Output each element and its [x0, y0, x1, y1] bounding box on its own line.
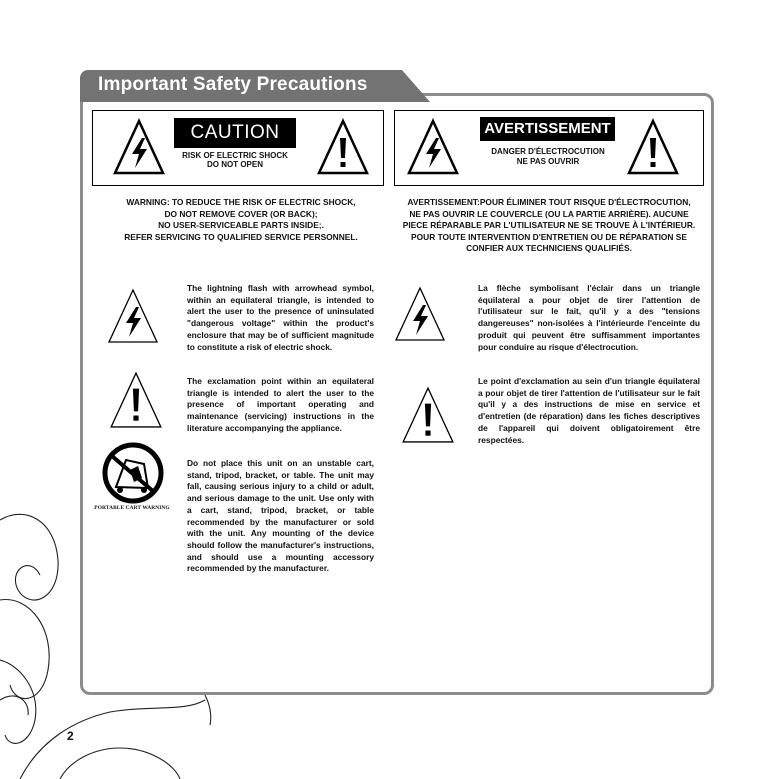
cart-warning-description: Do not place this unit on an unstable cart, stand, tripod, bracket, or table. The unit may fall, causing serious injury to a child or adult, and serious damage to the unit. Use only with a cart, stand, tripod, bracket, or table recommended by the manufacturer or sold with the unit. Any mounting of the device should follow the manufacturer's instructions, and should use a mounting accessory recommended by the manufacturer. — [187, 458, 374, 574]
section-title: Important Safety Precautions — [98, 74, 368, 95]
page-number: 2 — [67, 729, 74, 743]
warning-line: POUR TOUTE INTERVENTION D'ENTRETIEN OU DE RÉPARATION SE — [411, 231, 687, 242]
caution-sub-line-2: DO NOT OPEN — [206, 160, 263, 169]
avertissement-label: AVERTISSEMENT — [480, 117, 615, 141]
portable-cart-label: PORTABLE CART WARNING — [94, 505, 170, 511]
exclamation-description: The exclamation point within an equilateral triangle is intended to alert the user to the presence of important operating and maintenance (servicing) instructions in the literature accompanying the appliance. — [187, 376, 374, 433]
warning-line: AVERTISSEMENT:POUR ÉLIMINER TOUT RISQUE D'ÉLECTROCUTION, — [407, 197, 691, 207]
warning-line: NE PAS OUVRIR LE COUVERCLE (OU LA PARTIE ARRIÈRE). AUCUNE — [409, 208, 689, 219]
warning-line: NO USER-SERVICEABLE PARTS INSIDE;. — [158, 220, 324, 231]
lightning-description: The lightning flash with arrowhead symbol, within an equilateral triangle, is intended to alert the user to the presence of uninsulated "dangerous voltage" within the product's enclosure that may be of sufficient magnitude to constitute a risk of electric shock. — [187, 283, 374, 352]
lightning-warning-icon — [393, 285, 447, 343]
warning-line: REFER SERVICING TO QUALIFIED SERVICE PERSONNEL. — [124, 231, 358, 242]
lightning-warning-icon — [406, 118, 460, 176]
lightning-warning-icon — [112, 118, 166, 176]
exclamation-warning-icon — [108, 370, 164, 430]
caution-label: CAUTION — [174, 118, 296, 148]
avert-sub-line-2: NE PAS OUVRIR — [516, 157, 580, 166]
exclamation-warning-icon — [626, 118, 680, 176]
warning-line: WARNING: TO REDUCE THE RISK OF ELECTRIC SHOCK, — [126, 197, 356, 207]
exclamation-description-fr: Le point d'exclamation au sein d'un triangle équilateral a pour objet de tirer l'attention de l'utilisateur sur le fait qu'il y a des instructions de mise en service et d'entretien (de réparation) dans les fiches descriptives de l'appareil qui doivent obligatoirement être respectées. — [478, 376, 700, 445]
avertissement-subtext — [478, 147, 618, 167]
caution-sub-line-1: RISK OF ELECTRIC SHOCK — [182, 151, 288, 160]
exclamation-warning-icon — [400, 385, 456, 445]
french-warning-text — [398, 197, 700, 255]
english-warning-text — [96, 197, 386, 243]
warning-line: DO NOT REMOVE COVER (OR BACK); — [164, 208, 318, 219]
caution-subtext — [170, 151, 300, 169]
portable-cart-warning-icon — [100, 442, 166, 504]
warning-line: CONFIER AUX TECHNICIENS QUALIFIÉS. — [466, 243, 632, 254]
lightning-description-fr: La flèche symbolisant l'éclair dans un triangle équilateral a pour objet de tirer l'attention de l'utilisateur sur le fait, qu'il y a des "tensions dangereuses" non-isolées à l'intérieurde l'enceinte du produit qui peuvent être suffisamment importantes pour conduire au risque d'électrocution. — [478, 283, 700, 352]
avert-sub-line-1: DANGER D'ÉLECTROCUTION — [491, 147, 605, 156]
lightning-warning-icon — [106, 287, 160, 345]
warning-line: PIECE RÉPARABLE PAR L'UTILISATEUR NE SE TROUVE À L'INTÉRIEUR. — [402, 220, 696, 231]
exclamation-warning-icon — [316, 118, 370, 176]
